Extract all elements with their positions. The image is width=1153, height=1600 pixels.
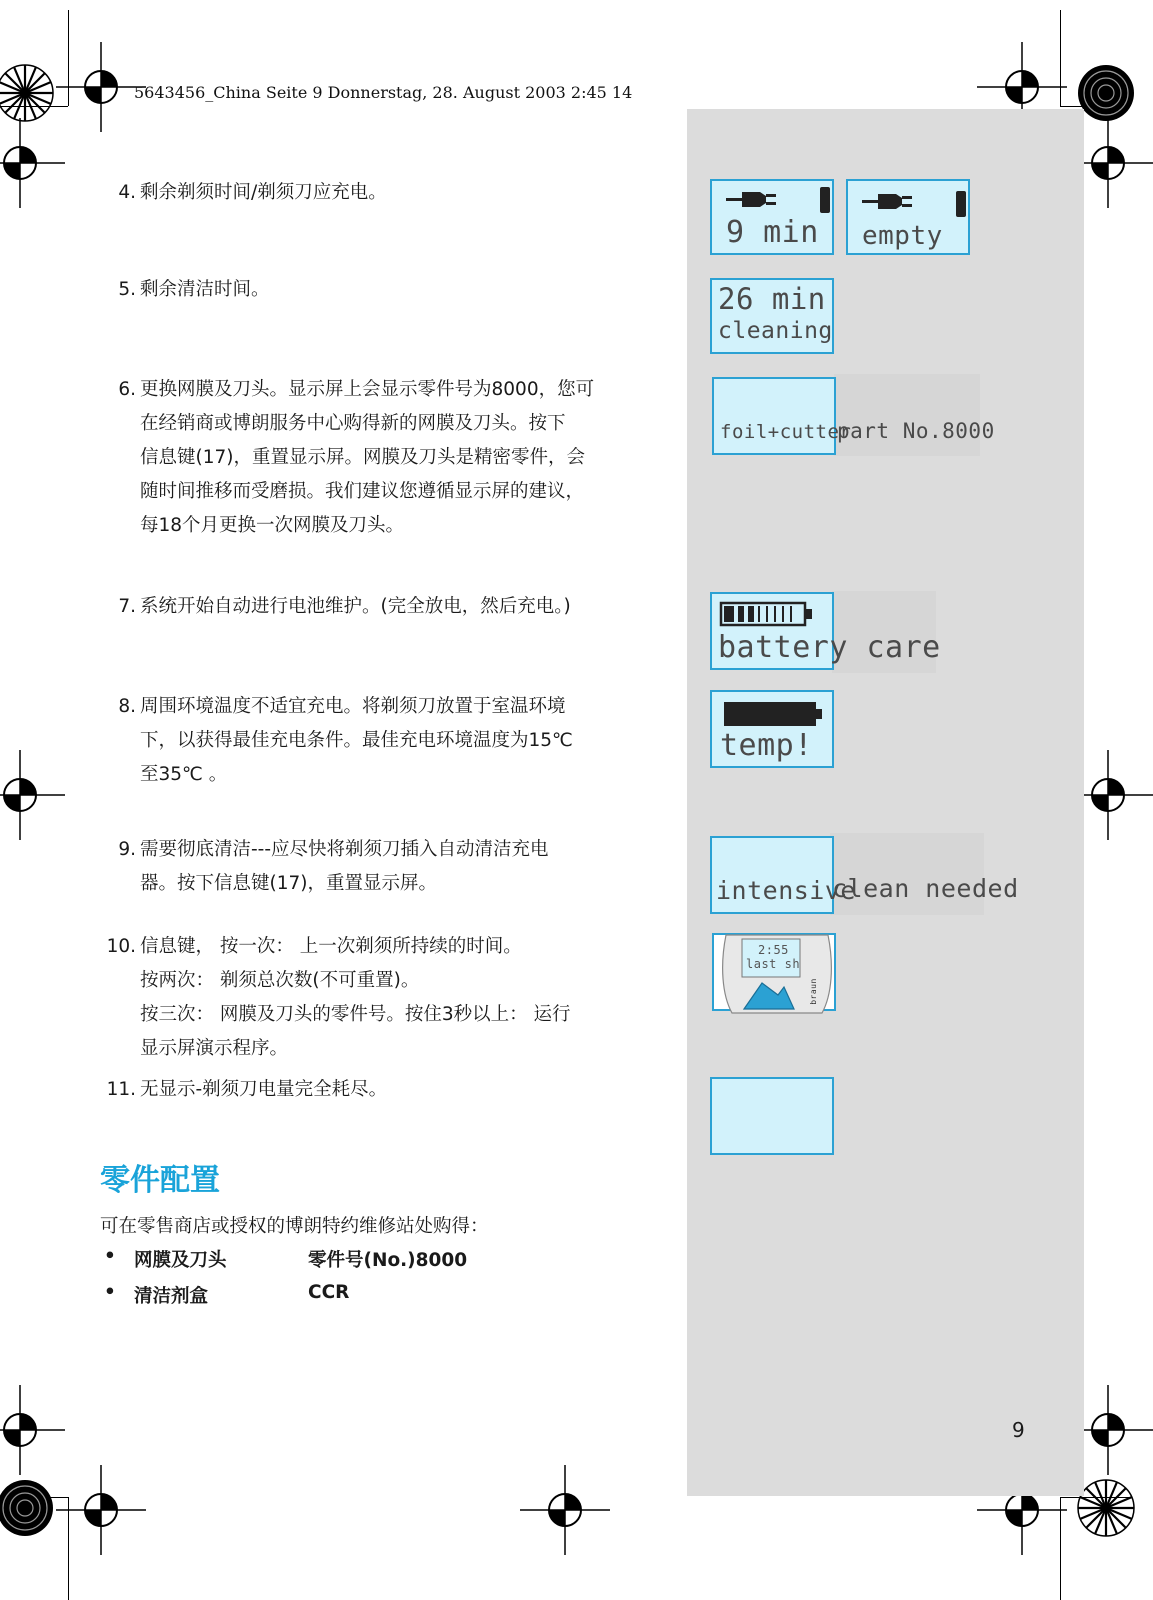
- page-number: 9: [1012, 1418, 1025, 1442]
- lcd-text: empty: [862, 221, 943, 251]
- registration-mark: [0, 750, 65, 840]
- registration-mark: [520, 1465, 610, 1555]
- registration-mark: [0, 1385, 65, 1475]
- shaver-info-key-illustration: [712, 933, 836, 1011]
- battery-small-icon: [956, 191, 966, 217]
- instruction-item-4: [100, 176, 650, 210]
- part-number: 零件号(No.)8000: [308, 1250, 468, 1271]
- lcd-text: last sh: [746, 957, 801, 971]
- item-number: 9.: [118, 839, 136, 860]
- brand-label: braun: [808, 978, 818, 1005]
- item-text: 更换网膜及刀头。显示屏上会显示零件号为8000，您可 在经销商或博朗服务中心购得新的网膜及刀头。按下 信息键(17)，重置显示屏。网膜及刀头是精密零件，会 随时间推移而受磨损。我们建议您遵循显示屏的建议， 每18个月更换一次网膜及刀头。: [140, 379, 595, 536]
- section-intro: 可在零售商店或授权的博朗特约维修站处购得：: [100, 1216, 489, 1237]
- lcd-text: 9 min: [726, 215, 819, 250]
- plug-icon: [862, 189, 932, 213]
- registration-mark: [0, 118, 65, 208]
- plug-icon: [726, 187, 796, 211]
- section-heading: 零件配置: [100, 1163, 220, 1198]
- part-name: 网膜及刀头: [134, 1250, 227, 1271]
- item-number: 7.: [118, 596, 136, 617]
- lcd-display-9min: [710, 179, 834, 255]
- lcd-display-empty: [846, 179, 970, 255]
- item-text: 系统开始自动进行电池维护。(完全放电，然后充电。): [140, 596, 571, 617]
- lcd-text: 26 min: [718, 282, 826, 316]
- part-number: CCR: [308, 1282, 350, 1303]
- lcd-text: 2:55: [758, 943, 789, 957]
- battery-level-icon: [720, 602, 814, 626]
- print-slug: 5643456_China Seite 9 Donnerstag, 28. August 2003 2:45 14: [134, 83, 633, 102]
- item-text: 需要彻底清洁---应尽快将剃须刀插入自动清洁充电 器。按下信息键(17)，重置显示屏。: [140, 839, 549, 894]
- star-target-mark: [0, 63, 55, 123]
- lcd-display-part-number: [712, 377, 852, 455]
- battery-small-icon: [820, 187, 830, 213]
- lcd-text: cleaning: [718, 318, 833, 344]
- bullet: •: [104, 1246, 116, 1267]
- lcd-text: part No.8000: [837, 419, 995, 443]
- item-number: 11.: [106, 1079, 136, 1100]
- lcd-text: intensive: [716, 876, 856, 905]
- instruction-item-9: [100, 833, 650, 901]
- instruction-item-6: [100, 373, 650, 543]
- item-text: 无显示-剃须刀电量完全耗尽。: [140, 1079, 388, 1100]
- lcd-text: foil+cutter: [720, 421, 852, 443]
- lcd-text: battery care: [718, 630, 941, 665]
- lcd-display-intensive-clean: [710, 836, 856, 914]
- lcd-display-blank: [710, 1077, 834, 1155]
- lcd-scroll-extension: [834, 374, 980, 456]
- instruction-item-7: [100, 590, 650, 624]
- instruction-item-8: [100, 690, 650, 792]
- battery-full-icon: [724, 702, 824, 726]
- star-target-mark: [1076, 1478, 1136, 1538]
- instruction-item-5: [100, 273, 650, 307]
- item-text: 剩余清洁时间。: [140, 279, 270, 300]
- registration-mark: [56, 42, 146, 132]
- star-target-mark: [1076, 63, 1136, 123]
- item-number: 8.: [118, 696, 136, 717]
- registration-mark: [56, 1465, 146, 1555]
- lcd-text: temp!: [720, 728, 813, 763]
- item-number: 4.: [118, 182, 136, 203]
- lcd-text: clean needed: [832, 874, 1019, 903]
- item-number: 5.: [118, 279, 136, 300]
- item-text: 信息键， 按一次： 上一次剃须所持续的时间。 按两次： 剃须总次数(不可重置)。 按三次： 网膜及刀头的零件号。按住3秒以上： 运行 显示屏演示程序。: [140, 936, 571, 1059]
- item-text: 周围环境温度不适宜充电。将剃须刀放置于室温环境 下，以获得最佳充电条件。最佳充电环境温度为15℃ 至35℃ 。: [140, 696, 573, 785]
- instruction-item-10: [100, 930, 650, 1066]
- item-number: 10.: [106, 936, 136, 957]
- star-target-mark: [0, 1478, 55, 1538]
- lcd-display-cleaning: [710, 278, 834, 354]
- bullet: •: [104, 1282, 116, 1303]
- item-number: 6.: [118, 379, 136, 400]
- item-text: 剩余剃须时间/剃须刀应充电。: [140, 182, 387, 203]
- part-name: 清洁剂盒: [134, 1286, 209, 1307]
- lcd-display-temp: [710, 690, 834, 768]
- instruction-item-11: [100, 1073, 650, 1107]
